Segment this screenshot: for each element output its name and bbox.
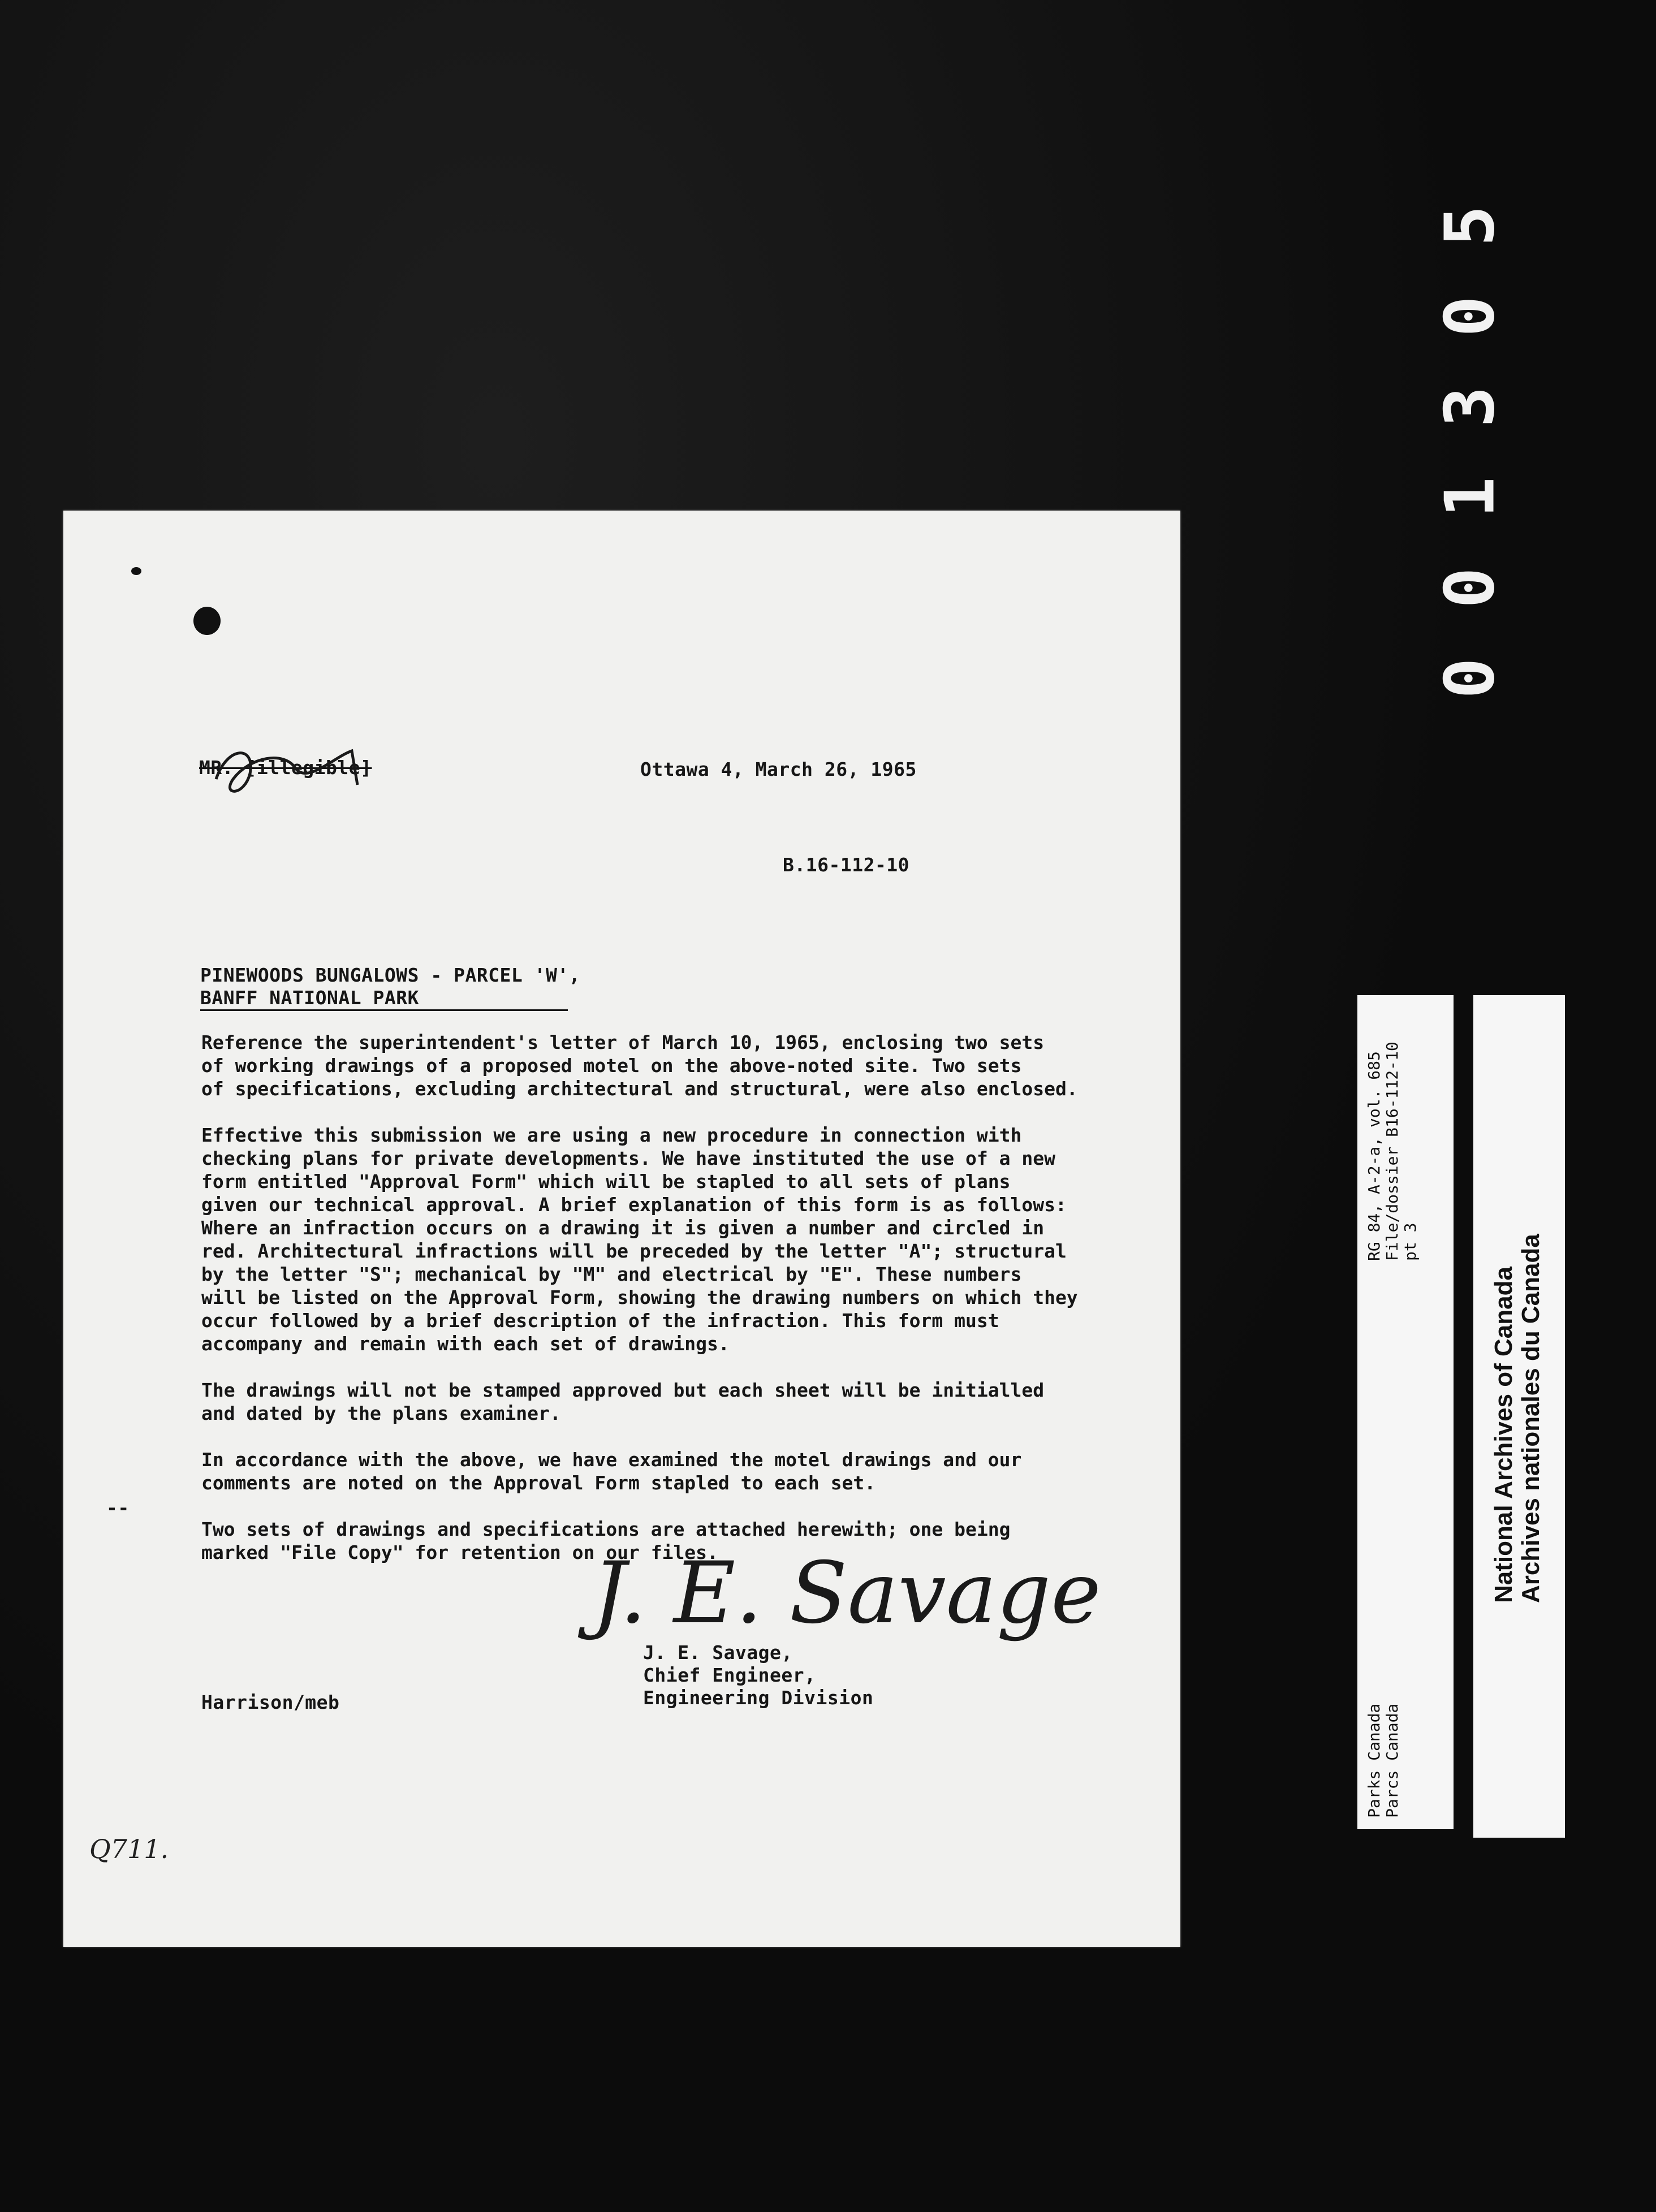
label-ref-line: RG 84, A-2-a, vol. 685 [1365,1051,1383,1261]
handwritten-note: Q711. [89,1834,169,1864]
signatory-name: J. E. Savage, [643,1641,793,1664]
frame-digit: 1 [1431,477,1510,518]
frame-digit: 0 [1431,296,1510,337]
archive-label [1473,995,1565,1838]
signatory-division: Engineering Division [643,1687,874,1709]
label-ref-line: File/dossier B16-112-10 [1383,1042,1401,1261]
punch-hole [193,607,221,635]
paragraph: Two sets of drawings and specifications are attached herewith; one being marked "File Copy" for retention on our files. [201,1518,1011,1563]
subject-line-2: BANFF NATIONAL PARK [200,987,419,1009]
subject-underline [200,1009,568,1011]
frame-digit: 3 [1431,386,1510,427]
date-line: Ottawa 4, March 26, 1965 [640,758,917,780]
paragraph: In accordance with the above, we have examined the motel drawings and our comments are noted on the Approval Form stapled to each set. [201,1449,1022,1494]
reference-label [1357,995,1454,1829]
paragraph: Reference the superintendent's letter of March 10, 1965, enclosing two sets of working drawings of a proposed motel on the above-noted site. Two sets of specifications, excluding architectural and structural, were also enclosed. [201,1031,1078,1100]
ink-spot [131,567,141,575]
frame-digit: 0 [1431,658,1510,699]
paragraph: Effective this submission we are using a new procedure in connection with checking plans for private developments. We have instituted the use of a new form entitled "Approval Form" which will be stapled to all sets of plans given our technical approval. A brief explanation of this form is as follows: Where an infraction occurs on a drawing it is given a number and circled in red. Architectural infractions will be preceded by the letter "A"; structural by the letter "S"; mechanical by "M" and electrical by "E". These numbers will be listed on the Approval Form, showing the drawing numbers on which they occur followed by a brief description of the infraction. This form must accompany and remain with each set of drawings. [201,1124,1078,1355]
label-ref-line: Parks Canada [1365,1703,1383,1818]
archive-label-line: Archives nationales du Canada [1517,1234,1545,1603]
paragraph: The drawings will not be stamped approved but each sheet will be initialled and dated by the plans examiner. [201,1379,1045,1424]
signatory-title: Chief Engineer, [643,1664,816,1686]
signature: J. E. Savage [592,1544,1101,1643]
archive-label-line: National Archives of Canada [1490,1267,1517,1603]
letter-page [63,511,1180,1947]
file-number: B.16-112-10 [783,854,910,876]
letter-body [201,1031,1084,1564]
typist-reference: Harrison/meb [201,1691,340,1713]
label-ref-line: pt 3 [1401,1222,1420,1261]
subject-line-1: PINEWOODS BUNGALOWS - PARCEL 'W', [200,964,581,986]
margin-mark: -- [106,1497,130,1519]
label-ref-line: Parcs Canada [1383,1703,1401,1818]
initials-scribble [205,734,386,807]
frame-digit: 0 [1431,567,1510,608]
frame-number [1420,187,1521,741]
frame-digit: 5 [1431,205,1510,247]
recipient-initials: MR. [illegible] [199,757,372,779]
